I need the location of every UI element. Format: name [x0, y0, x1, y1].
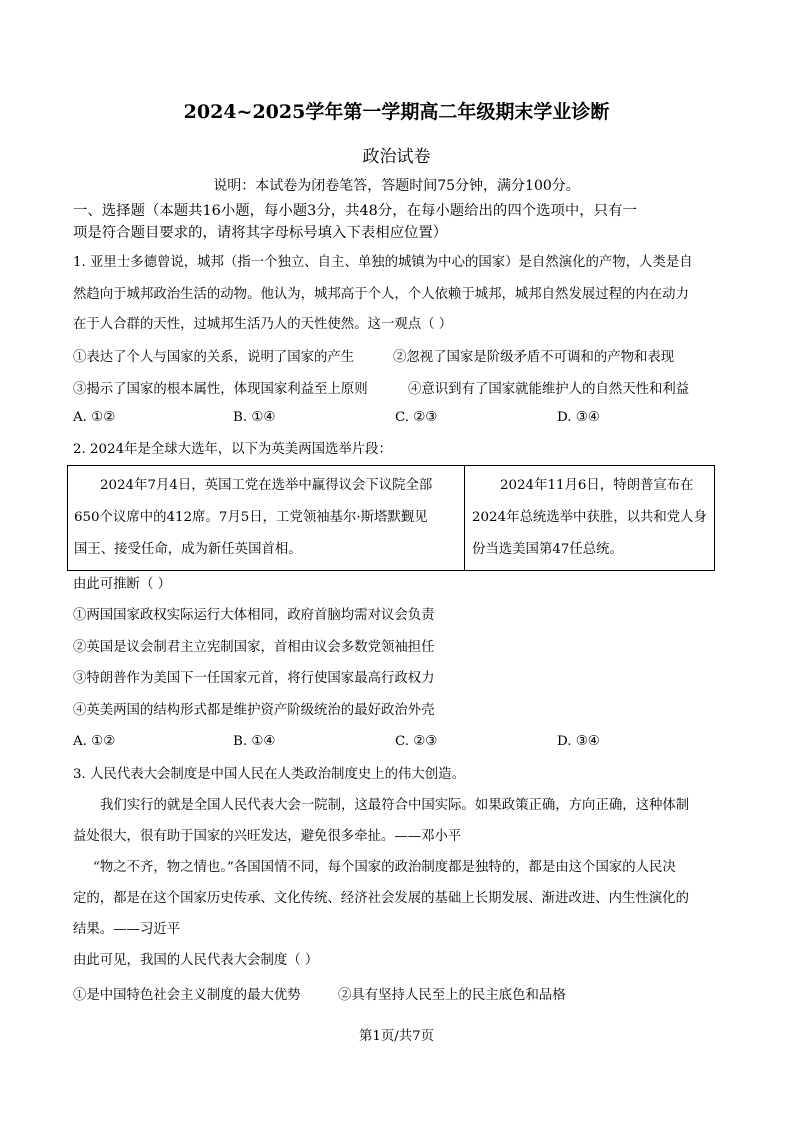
q2-item-1: ①两国国家政权实际运行大体相同，政府首脑均需对议会负责	[73, 608, 435, 623]
section-heading-line1: 一、选择题（本题共16小题，每小题3分，共48分，在每小题给出的四个选项中，只有一	[73, 203, 637, 219]
q2-stem: 2. 2024年是全球大选年，以下为英美两国选举片段：	[73, 442, 392, 457]
section-heading-line2: 项是符合题目要求的，请将其字母标号填入下表相应位置）	[73, 225, 448, 241]
q3-item-1: ①是中国特色社会主义制度的最大优势	[73, 988, 301, 1003]
q2-option-b: B. ①④	[233, 734, 276, 749]
q1-stem-line2: 然趋向于城邦政治生活的动物。他认为，城邦高于个人，个人依赖于城邦，城邦自然发展过程的内在动力	[73, 287, 689, 302]
q2-item-2: ②英国是议会制君主立宪制国家，首相由议会多数党领袖担任	[73, 640, 435, 655]
q1-stem-line1: 1. 亚里士多德曾说，城邦（指一个独立、自主、单独的城镇为中心的国家）是自然演化的产物，人类是自	[73, 255, 693, 270]
q1-item-2: ②忽视了国家是阶级矛盾不可调和的产物和表现	[393, 350, 675, 365]
q3-quote2-line3: 结果。——习近平	[73, 922, 181, 937]
us-election-line3: 份当选美国第47任总统。	[472, 542, 623, 557]
q3-quote1-line1: 我们实行的就是全国人民代表大会一院制，这最符合中国实际。如果政策正确，方向正确，这种体制	[100, 798, 690, 813]
us-election-line2: 2024年总统选举中获胜，以共和党人身	[472, 510, 707, 525]
q1-item-4: ④意识到有了国家就能维护人的自然天性和利益	[408, 382, 690, 397]
table-divider	[464, 466, 465, 570]
q2-inference-prompt: 由此可推断（ ）	[73, 577, 171, 592]
q1-option-b: B. ①④	[233, 410, 276, 425]
q2-item-4: ④英美两国的结构形式都是维护资产阶级统治的最好政治外壳	[73, 703, 435, 718]
q1-item-3: ③揭示了国家的根本属性，体现国家利益至上原则	[73, 382, 368, 397]
q3-quote2-line2: 定的，都是在这个国家历史传承、文化传统、经济社会发展的基础上长期发展、渐进改进、内生性演化的	[73, 891, 689, 906]
q2-option-a: A. ①②	[73, 734, 116, 749]
q3-quote1-line2: 益处很大，很有助于国家的兴旺发达，避免很多牵扯。——邓小平	[73, 829, 462, 844]
exam-title: 2024~2025学年第一学期高二年级期末学业诊断	[183, 101, 610, 123]
q1-item-1: ①表达了个人与国家的关系，说明了国家的产生	[73, 350, 355, 365]
uk-election-line3: 国王、接受任命，成为新任英国首相。	[74, 542, 302, 557]
uk-election-line2: 650个议席中的412席。7月5日，工党领袖基尔·斯塔默觐见	[74, 510, 428, 525]
page-number: 第1页/共7页	[358, 1029, 435, 1044]
exam-instructions: 说明：本试卷为闭卷笔答，答题时间75分钟，满分100分。	[213, 178, 580, 194]
q3-item-2: ②具有坚持人民至上的民主底色和品格	[338, 988, 566, 1003]
q2-election-table	[67, 465, 715, 571]
q1-option-a: A. ①②	[73, 410, 116, 425]
q2-option-d: D. ③④	[557, 734, 600, 749]
uk-election-line1: 2024年7月4日，英国工党在选举中赢得议会下议院全部	[100, 478, 433, 493]
q2-option-c: C. ②③	[395, 734, 438, 749]
q1-option-c: C. ②③	[395, 410, 438, 425]
us-election-line1: 2024年11月6日，特朗普宣布在	[500, 478, 694, 493]
q1-option-d: D. ③④	[557, 410, 600, 425]
q3-stem: 3. 人民代表大会制度是中国人民在人类政治制度史上的伟大创造。	[73, 767, 465, 782]
q3-inference-prompt: 由此可见，我国的人民代表大会制度（ ）	[73, 953, 319, 968]
exam-subject: 政治试卷	[362, 147, 431, 167]
q3-quote2-line1: “物之不齐，物之情也。”各国国情不同，每个国家的政治制度都是独特的，都是由这个国家的人民决	[93, 860, 676, 875]
q1-stem-line3: 在于人合群的天性，过城邦生活乃人的天性使然。这一观点（ ）	[73, 317, 453, 332]
q2-item-3: ③特朗普作为美国下一任国家元首，将行使国家最高行政权力	[73, 671, 435, 686]
